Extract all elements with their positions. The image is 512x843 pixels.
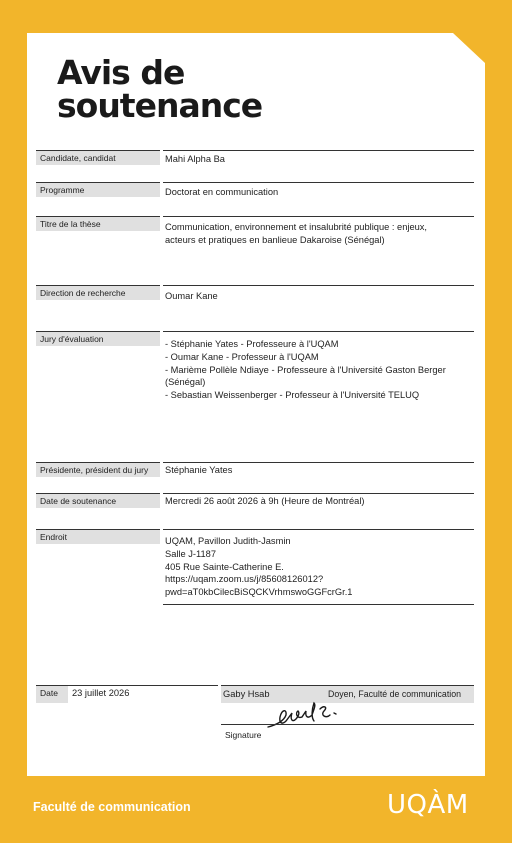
programme-value: Doctorat en communication [165, 187, 279, 197]
endroit-line: 405 Rue Sainte-Catherine E. [165, 561, 284, 572]
president-value: Stéphanie Yates [165, 465, 233, 475]
date-value: 23 juillet 2026 [72, 688, 130, 698]
notice-sheet [27, 33, 485, 776]
candidat-label: Candidate, candidat [36, 150, 160, 165]
date-rule [68, 685, 218, 686]
footer-faculty: Faculté de communication [33, 800, 191, 814]
endroit-line: https://uqam.zoom.us/j/85608126012? [165, 574, 324, 585]
titre-rule [163, 216, 474, 217]
endroit-value [165, 535, 470, 599]
endroit-bottom-rule [163, 604, 474, 605]
president-rule [163, 462, 474, 463]
handwritten-signature [262, 697, 352, 731]
page-title [57, 53, 263, 125]
title-line-1: Avis de [57, 53, 185, 92]
date-soutenance-value: Mercredi 26 août 2026 à 9h (Heure de Montréal) [165, 496, 365, 506]
jury-member: - Sebastian Weissenberger - Professeur à l'Université TELUQ [165, 390, 420, 401]
signatory-role: Doyen, Faculté de communication [328, 689, 461, 699]
jury-label: Jury d'évaluation [36, 331, 160, 346]
president-label: Présidente, président du jury [36, 462, 160, 477]
jury-member: (Sénégal) [165, 377, 206, 388]
programme-rule [163, 182, 474, 183]
direction-rule [163, 285, 474, 286]
title-line-2: soutenance [57, 86, 263, 125]
jury-member: - Oumar Kane - Professeur à l'UQAM [165, 351, 319, 362]
titre-value [165, 221, 470, 247]
signatory-name: Gaby Hsab [223, 689, 270, 699]
signature-line [221, 724, 474, 725]
uqam-logo: UQÀM [387, 790, 469, 820]
titre-label: Titre de la thèse [36, 216, 160, 231]
programme-label: Programme [36, 182, 160, 197]
endroit-rule [163, 529, 474, 530]
candidat-rule [163, 150, 474, 151]
direction-value: Oumar Kane [165, 291, 218, 301]
direction-label: Direction de recherche [36, 285, 160, 300]
endroit-line: Salle J-1187 [165, 548, 216, 559]
titre-line: acteurs et pratiques en banlieue Dakaroise (Sénégal) [165, 234, 385, 245]
endroit-line: UQAM, Pavillon Judith-Jasmin [165, 536, 291, 546]
jury-rule [163, 331, 474, 332]
date-label: Date [36, 685, 68, 703]
candidat-value: Mahi Alpha Ba [165, 154, 225, 164]
date-soutenance-label: Date de soutenance [36, 493, 160, 508]
jury-member: - Marième Pollèle Ndiaye - Professeure à l'Université Gaston Berger [165, 364, 446, 375]
jury-value [165, 338, 470, 402]
jury-member: - Stéphanie Yates - Professeure à l'UQAM [165, 339, 339, 349]
date-soutenance-rule [163, 493, 474, 494]
signature-label: Signature [225, 730, 262, 740]
titre-line: Communication, environnement et insalubrité publique : enjeux, [165, 222, 428, 232]
endroit-line: pwd=aT0kbCilecBiSQCKVrhmswoGGFcrGr.1 [165, 587, 353, 598]
endroit-label: Endroit [36, 529, 160, 544]
